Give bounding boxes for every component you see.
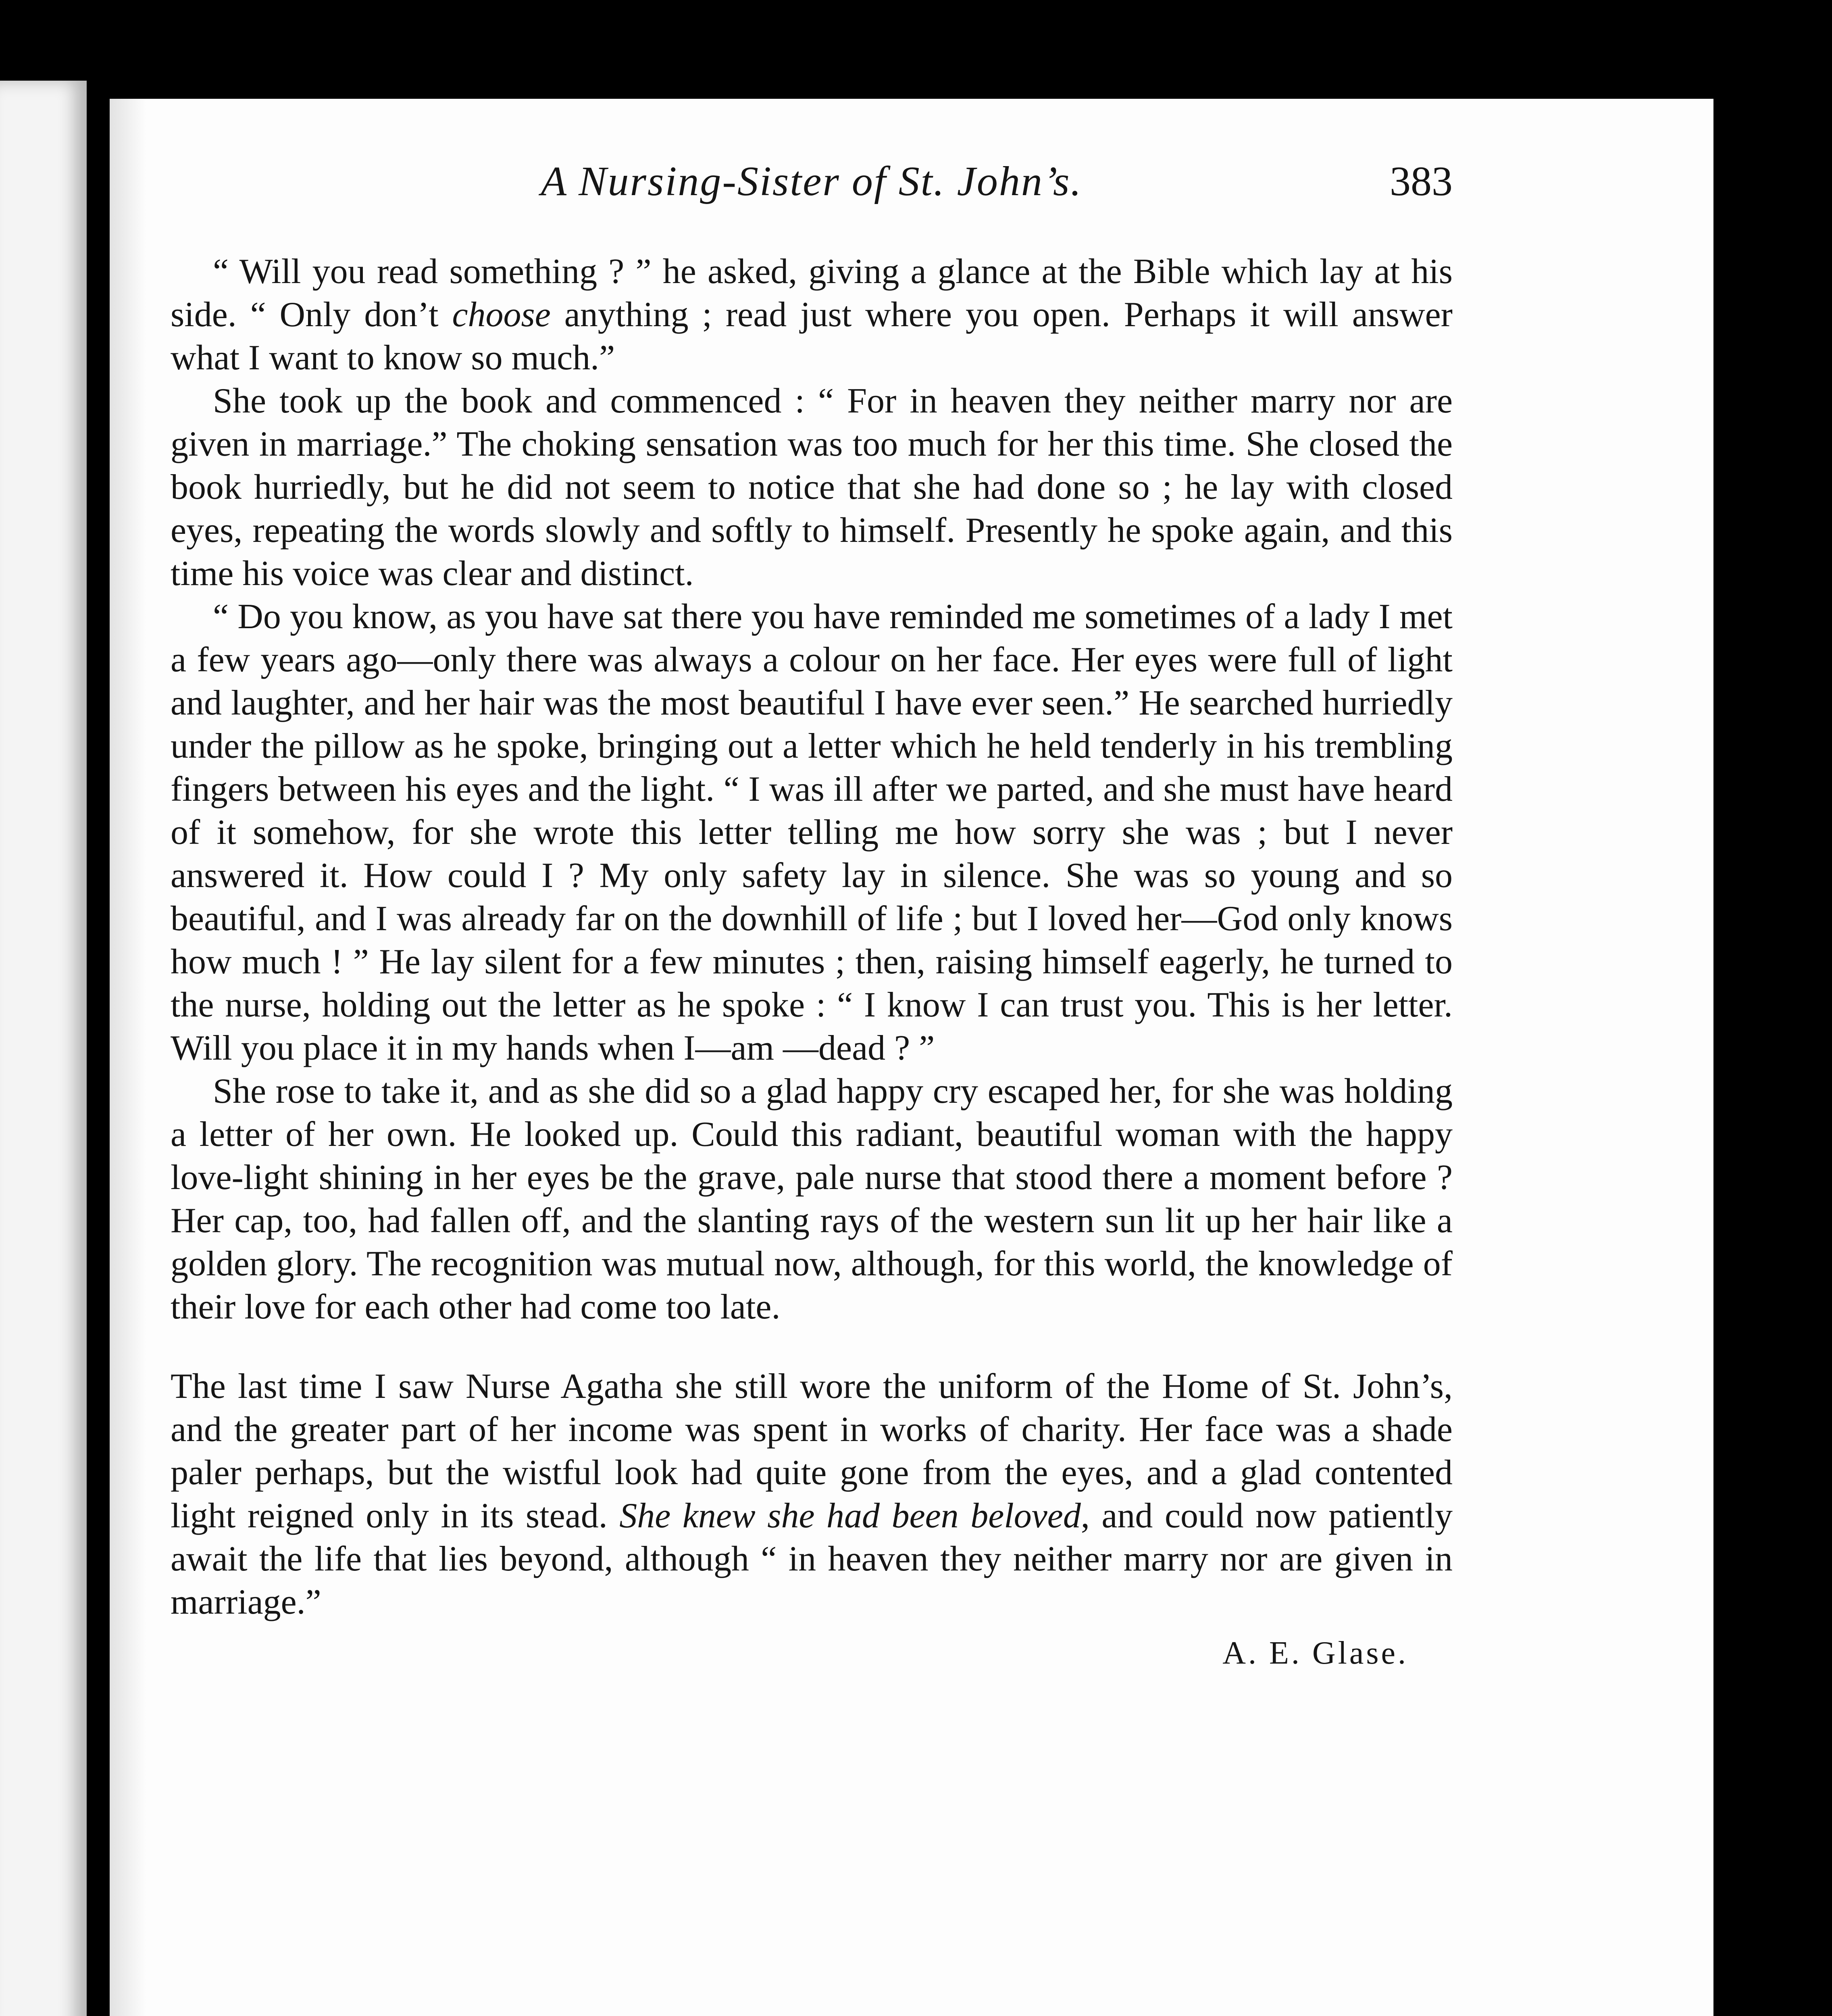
page-number: 383 [1390, 158, 1453, 204]
facing-page-edge [0, 81, 87, 2016]
author-signature: A. E. Glase. [1222, 1635, 1408, 1671]
italic-text: She knew she had been beloved [619, 1496, 1081, 1535]
gutter-shadow [110, 99, 146, 2016]
paragraph-3 [171, 595, 1453, 1070]
text-run: , and could now patiently await the life that lies beyond, although “ in heaven they neither marry nor are given in marriage.” [171, 1496, 1453, 1622]
paragraph-5 [171, 1365, 1453, 1624]
text-run: She rose to take it, and as she did so a glad happy cry escaped her, for she was holding a letter of her own. He looked up. Could this radiant, beautiful woman with the happy love-light shining in her eyes be the grave, pale nurse that stood there a moment before ? Her cap, too, had fallen off, and the slanting rays of the western sun lit up her hair like a golden glory. The recognition was mutual now, although, for this world, the knowledge of their love for each other had come too late. [171, 1072, 1453, 1327]
running-header [171, 157, 1453, 214]
running-title: A Nursing-Sister of St. John’s. [541, 158, 1083, 204]
paragraph-4 [171, 1070, 1453, 1329]
text-run: anything ; read just where you open. Perhaps it will answer what I want to know so much.” [171, 295, 1453, 377]
text-run: The last time I saw Nurse Agatha she still wore the uniform of the Home of St. John’s, and the greater part of her income was spent in works of charity. Her face was a shade paler perhaps, but the wistful look had quite gone from the eyes, and a glad contented light reigned only in its stead. [171, 1367, 1453, 1535]
paragraph-1 [171, 250, 1453, 379]
body-text [171, 250, 1453, 1675]
text-run: “ Will you read something ? ” he asked, giving a glance at the Bible which lay at his side. “ Only don’t [171, 252, 1453, 334]
text-run: She took up the book and commenced : “ For in heaven they neither marry nor are given in marriage.” The choking sensation was too much for her this time. She closed the book hurriedly, but he did not seem to notice that she had done so ; he lay with closed eyes, repeating the words slowly and softly to himself. Presently he spoke again, and this time his voice was clear and distinct. [171, 381, 1453, 593]
paragraph-2 [171, 379, 1453, 595]
text-run: “ Do you know, as you have sat there you have reminded me sometimes of a lady I met a few years ago—only there was always a colour on her face. Her eyes were full of light and laughter, and her hair was the most beautiful I have ever seen.” He searched hurriedly under the pillow as he spoke, bringing out a letter which he held tenderly in his trembling fingers between his eyes and the light. “ I was ill after we parted, and she must have heard of it somehow, for she wrote this letter telling me how sorry she was ; but I never answered it. How could I ? My only safety lay in silence. She was so young and so beautiful, and I was already far on the downhill of life ; but I loved her—God only knows how much ! ” He lay silent for a few minutes ; then, raising himself eagerly, he turned to the nurse, holding out the letter as he spoke : “ I know I can trust you. This is her letter. Will you place it in my hands when I—am —dead ? ” [171, 597, 1453, 1068]
italic-text: choose [452, 295, 551, 334]
